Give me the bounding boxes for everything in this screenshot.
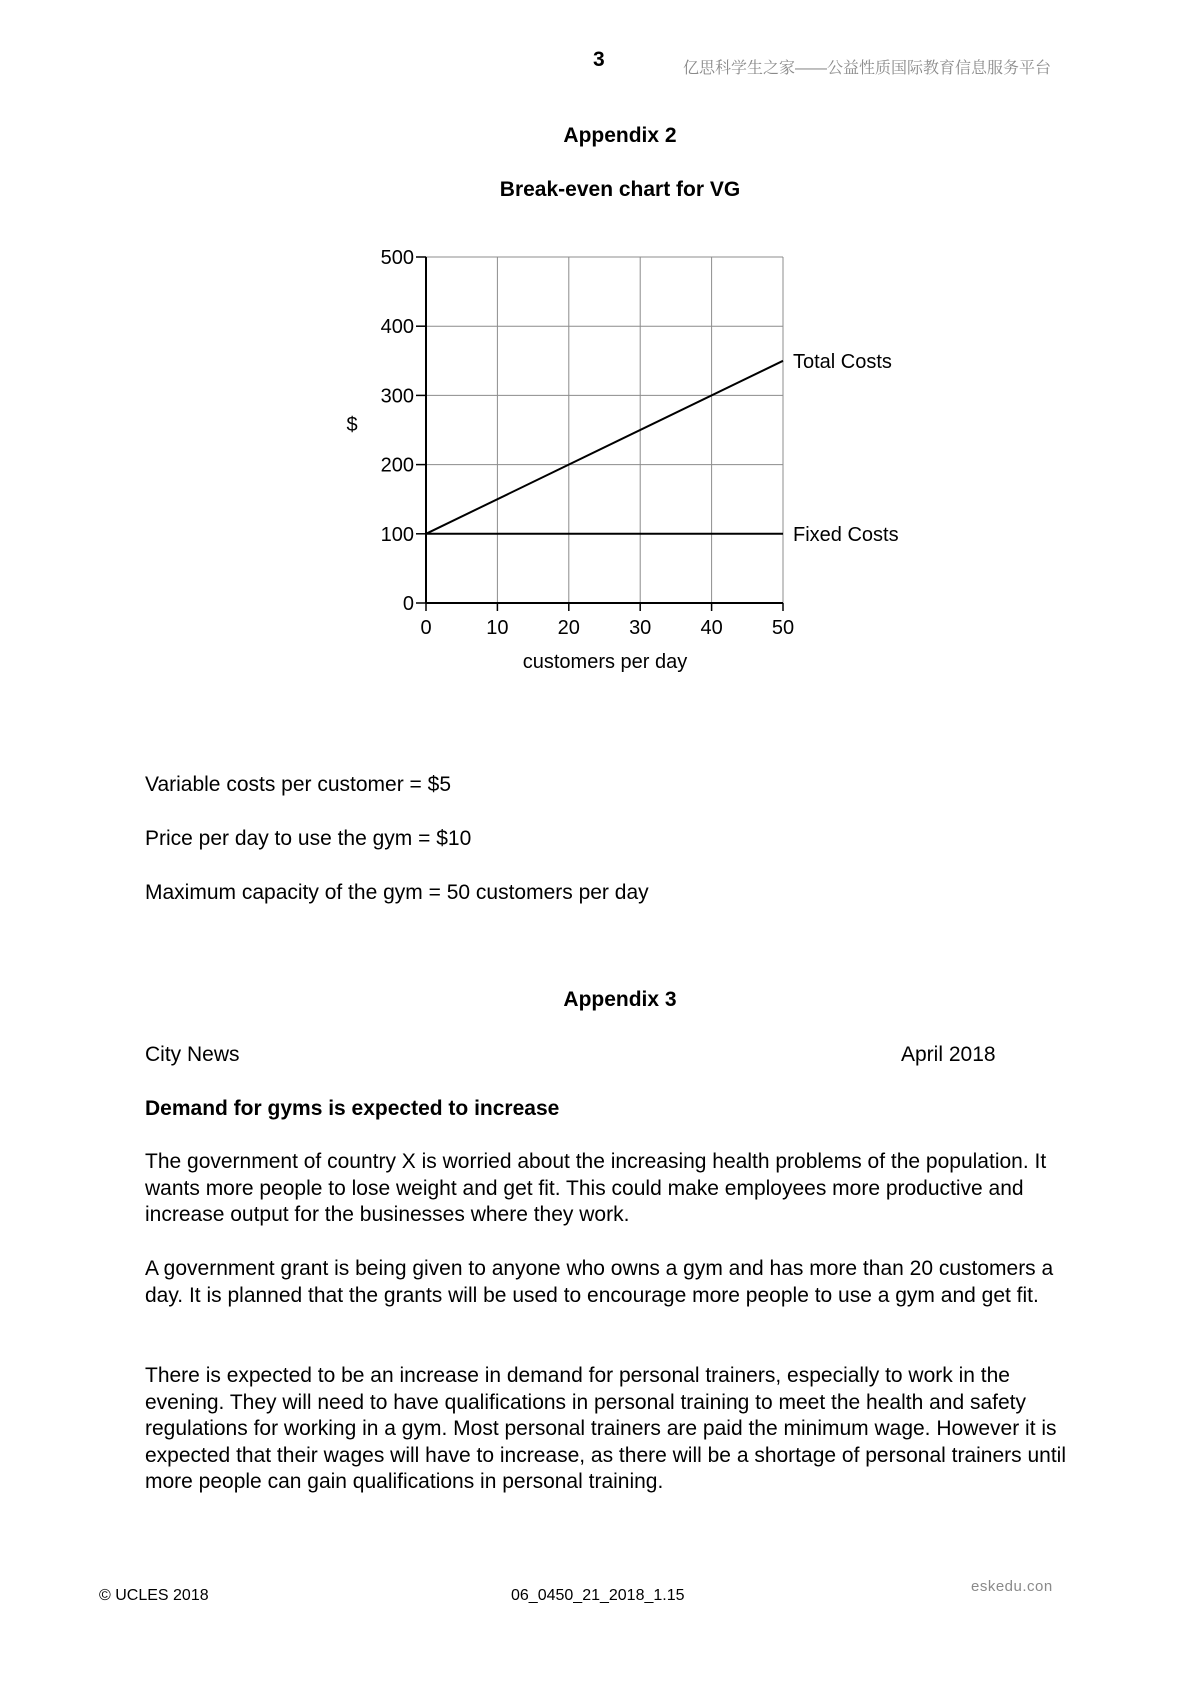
series-label: Fixed Costs (793, 523, 899, 546)
x-tick-label: 20 (557, 617, 580, 639)
page-number: 3 (593, 48, 605, 71)
footer-copyright: © UCLES 2018 (99, 1587, 209, 1604)
news-date: April 2018 (901, 1043, 996, 1066)
y-tick-label: 500 (380, 247, 414, 269)
footer-watermark: eskedu.con (971, 1578, 1053, 1595)
footer-code: 06_0450_21_2018_1.15 (511, 1587, 685, 1604)
series-line (426, 361, 783, 534)
chart-axes (426, 257, 783, 603)
y-tick-label: 400 (380, 316, 414, 339)
x-axis-label: customers per day (522, 651, 688, 673)
x-tick-label: 40 (700, 617, 723, 639)
x-tick-label: 30 (629, 617, 652, 639)
chart-title: Break-even chart for VG (499, 178, 741, 201)
article-paragraph: A government grant is being given to anyone who owns a gym and has more than 20 customers a day. It is planned that the grants will be used to encourage more people to use a gym and get fit. (145, 1257, 1054, 1307)
chart-series (426, 351, 899, 546)
x-tick-label: 0 (420, 617, 432, 639)
chart-grid (426, 257, 783, 603)
y-tick-label: 300 (380, 385, 414, 408)
chart-ticks (381, 247, 795, 639)
appendix-3-heading: Appendix 3 (563, 988, 677, 1011)
fact-capacity: Maximum capacity of the gym = 50 customers per day (145, 881, 649, 904)
article-title: Demand for gyms is expected to increase (145, 1097, 560, 1120)
x-tick-label: 50 (771, 617, 795, 639)
y-tick-label: 0 (402, 593, 414, 615)
news-source: City News (145, 1043, 240, 1066)
y-tick-label: 100 (380, 523, 414, 546)
article-paragraph: There is expected to be an increase in demand for personal trainers, especially to work in the evening. They will need to have qualifications in personal training to meet the health and safety regulations for working in a gym. Most personal trainers are paid the minimum wage. However it is expected that their wages will have to increase, as there will be a shortage of personal trainers until more people can gain qualifications in personal training. (145, 1364, 1067, 1493)
header-watermark: 亿思科学生之家——公益性质国际教育信息服务平台 (683, 60, 1052, 77)
article-paragraph: The government of country X is worried about the increasing health problems of the population. It wants more people to lose weight and get fit. This could make employees more productive and increase output for the businesses where they work. (145, 1150, 1047, 1226)
break-even-chart (0, 0, 1191, 700)
series-label: Total Costs (793, 350, 892, 373)
y-axis-label: $ (346, 414, 358, 436)
fact-price: Price per day to use the gym = $10 (145, 827, 472, 850)
fact-variable-cost: Variable costs per customer = $5 (145, 773, 452, 796)
y-tick-label: 200 (380, 454, 414, 477)
x-tick-label: 10 (486, 617, 509, 639)
appendix-2-heading: Appendix 2 (563, 124, 677, 147)
